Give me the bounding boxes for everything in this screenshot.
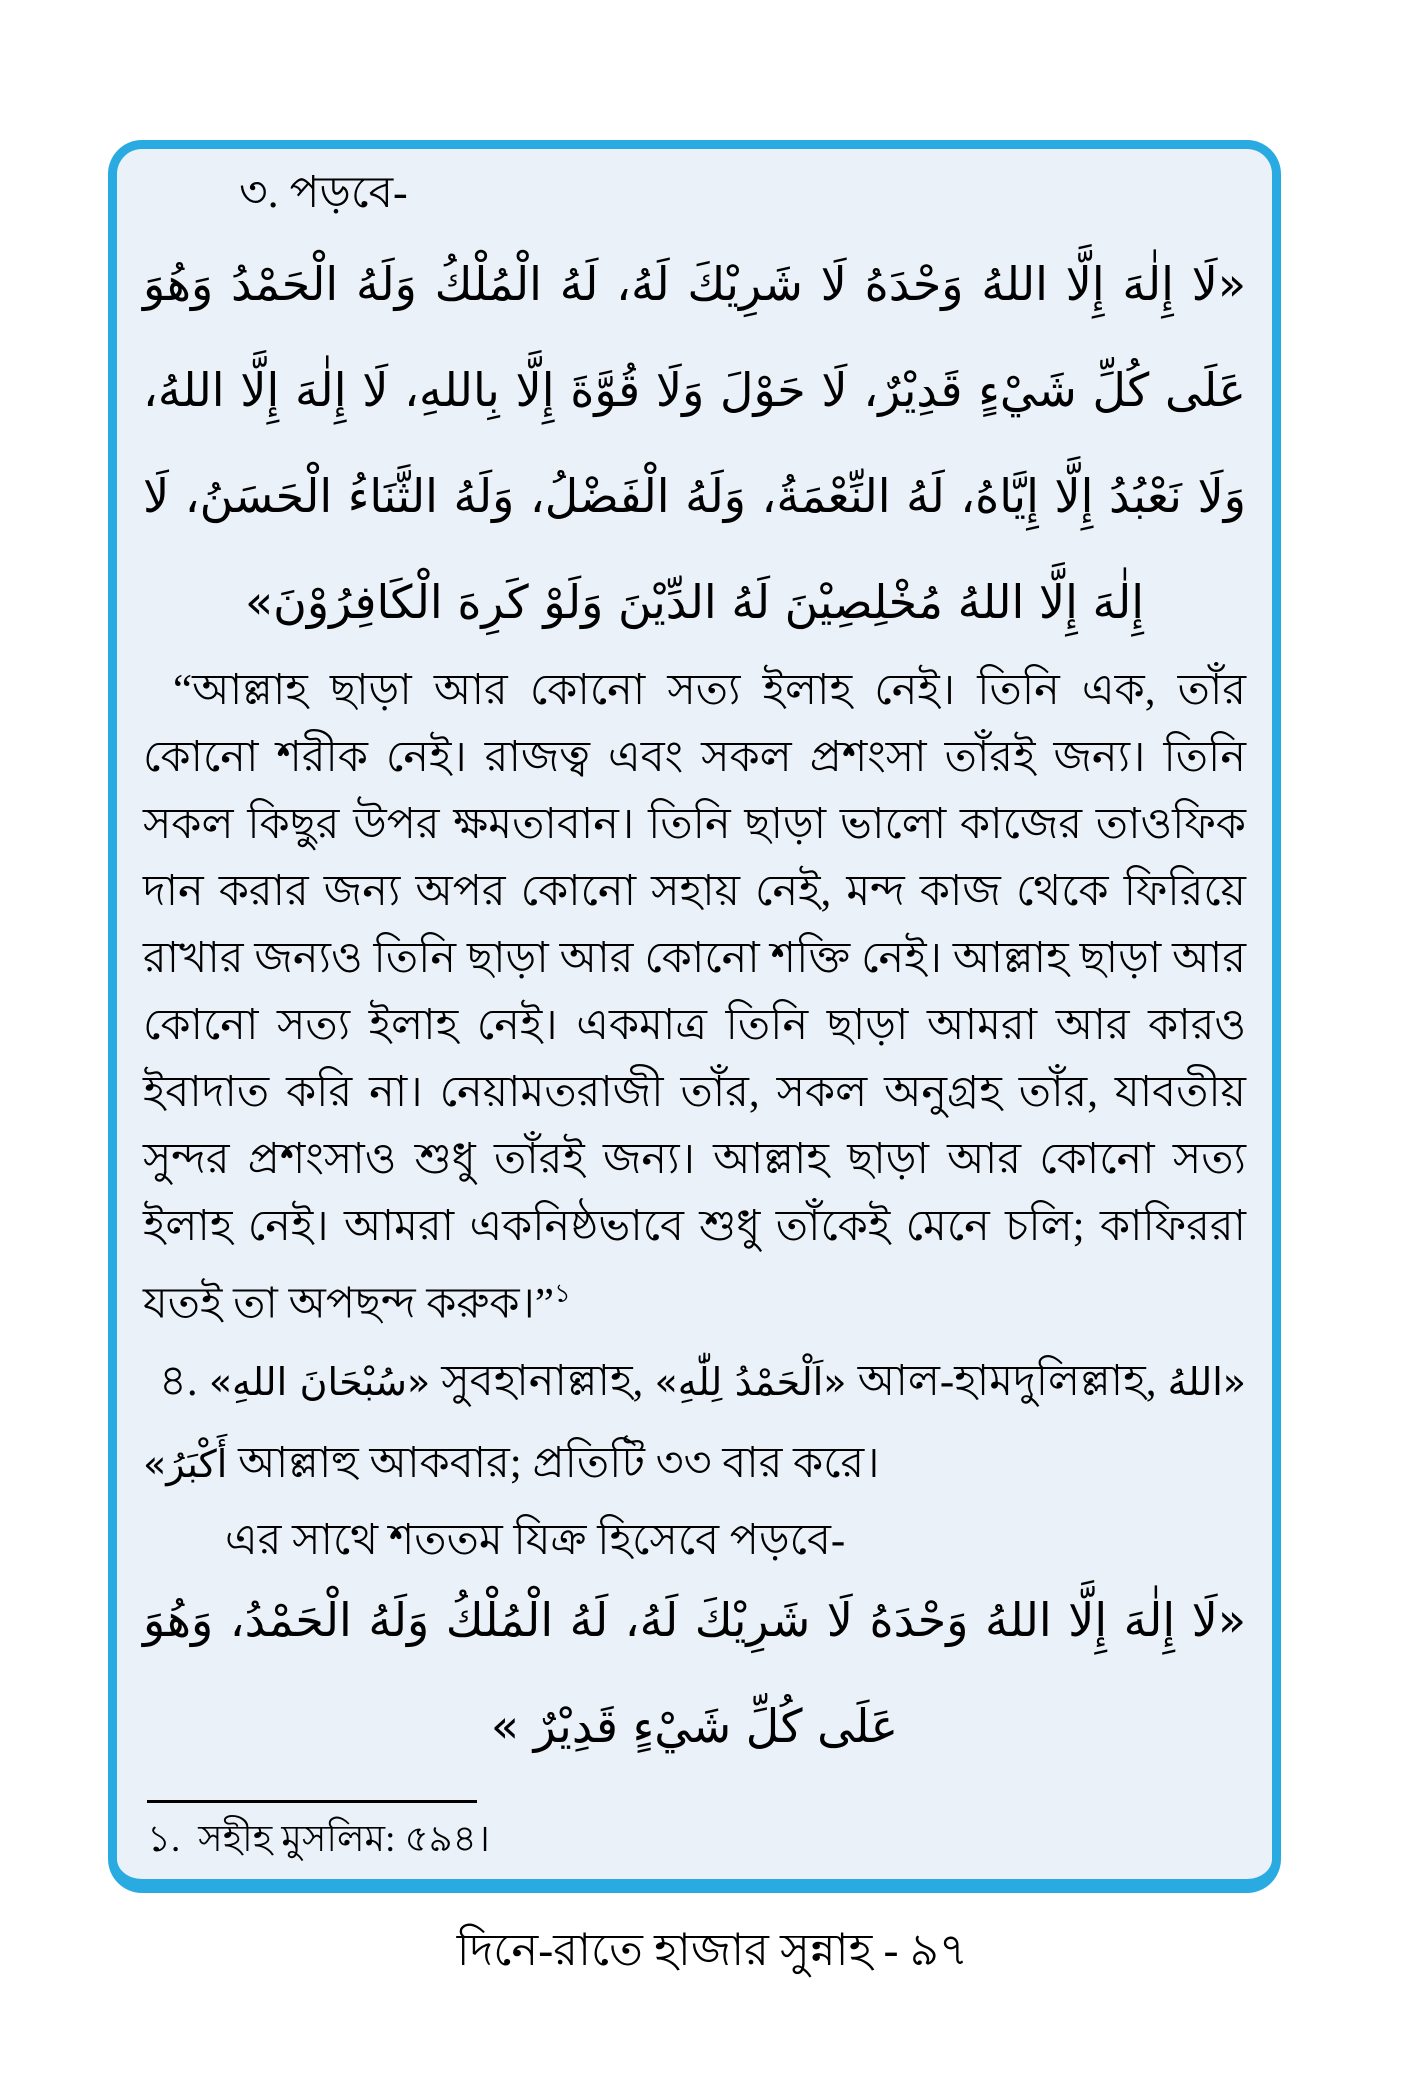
bengali-allahu-akbar: আল্লাহু আকবার; প্রতিটি ৩৩ বার করে।	[238, 1440, 880, 1487]
section-3-heading: ৩. পড়বে-	[239, 168, 408, 217]
arabic-dua-main: «لَا إِلٰهَ إِلَّا اللهُ وَحْدَهُ لَا شَرِيْكَ لَهُ، لَهُ الْمُلْكُ وَلَهُ الْحَمْدُ وَهُوَ عَلَى كُلِّ شَيْءٍ قَدِيْرٌ، لَا حَوْلَ وَلَا قُوَّةَ إِلَّا بِاللهِ، لَا إِلٰهَ إِلَّا اللهُ، وَلَا نَعْبُدُ إِلَّا إِيَّاهُ، لَهُ النِّعْمَةُ، وَلَهُ الْفَضْلُ، وَلَهُ الثَّنَاءُ الْحَسَنُ، لَا إِلٰهَ إِلَّا اللهُ مُخْلِصِيْنَ لَهُ الدِّيْنَ وَلَوْ كَرِهَ الْكَافِرُوْنَ»	[143, 257, 1246, 629]
bengali-alhamdulillah: আল-হামদুলিল্লাহ,	[857, 1358, 1157, 1405]
footnote	[147, 1817, 490, 1863]
arabic-subhanallah: «سُبْحَانَ اللهِ»	[208, 1360, 431, 1404]
hundredth-dhikr-instruction: এর সাথে শততম যিক্র হিসেবে পড়বে-	[225, 1517, 846, 1564]
bengali-translation-text: “আল্লাহ ছাড়া আর কোনো সত্য ইলাহ নেই। তিনি এক, তাঁর কোনো শরীক নেই। রাজত্ব এবং সকল প্রশংসা তাঁরই জন্য। তিনি সকল কিছুর উপর ক্ষমতাবান। তিনি ছাড়া ভালো কাজের তাওফিক দান করার জন্য অপর কোনো সহায় নেই, মন্দ কাজ থেকে ফিরিয়ে রাখার জন্যও তিনি ছাড়া আর কোনো শক্তি নেই। আল্লাহ ছাড়া আর কোনো সত্য ইলাহ নেই। একমাত্র তিনি ছাড়া আমরা আর কারও ইবাদাত করি না। নেয়ামতরাজী তাঁর, সকল অনুগ্রহ তাঁর, যাবতীয় সুন্দর প্রশংসাও শুধু তাঁরই জন্য। আল্লাহ ছাড়া আর কোনো সত্য ইলাহ নেই। আমরা একনিষ্ঠভাবে শুধু তাঁকেই মেনে চলি; কাফিররা যতই তা অপছন্দ করুক।”	[143, 667, 1246, 1328]
bengali-translation	[143, 657, 1246, 1337]
footnote-separator	[147, 1800, 477, 1803]
footnote-area	[147, 1800, 490, 1863]
section-4-line	[143, 1341, 1246, 1505]
footnote-marker: ১	[554, 1279, 571, 1308]
footnote-number: ১.	[147, 1819, 181, 1860]
page-footer: দিনে-রাতে হাজার সুন্নাহ - ৯৭	[456, 1925, 969, 1975]
footnote-text: সহীহ মুসলিম: ৫৯৪।	[198, 1819, 490, 1860]
bengali-subhanallah: সুবহানাল্লাহ,	[441, 1358, 644, 1405]
content-box	[108, 140, 1281, 1893]
arabic-alhamdulillah: «اَلْحَمْدُ لِلّٰهِ»	[654, 1360, 847, 1404]
arabic-allahu-akbar: «اللهُ أَكْبَرُ»	[143, 1360, 1246, 1486]
arabic-dua-second: «لَا إِلٰهَ إِلَّا اللهُ وَحْدَهُ لَا شَرِيْكَ لَهُ، لَهُ الْمُلْكُ وَلَهُ الْحَمْدُ، وَهُوَ عَلَى كُلِّ شَيْءٍ قَدِيْرٌ »	[143, 1593, 1246, 1753]
section-4-number: ৪.	[159, 1358, 198, 1405]
